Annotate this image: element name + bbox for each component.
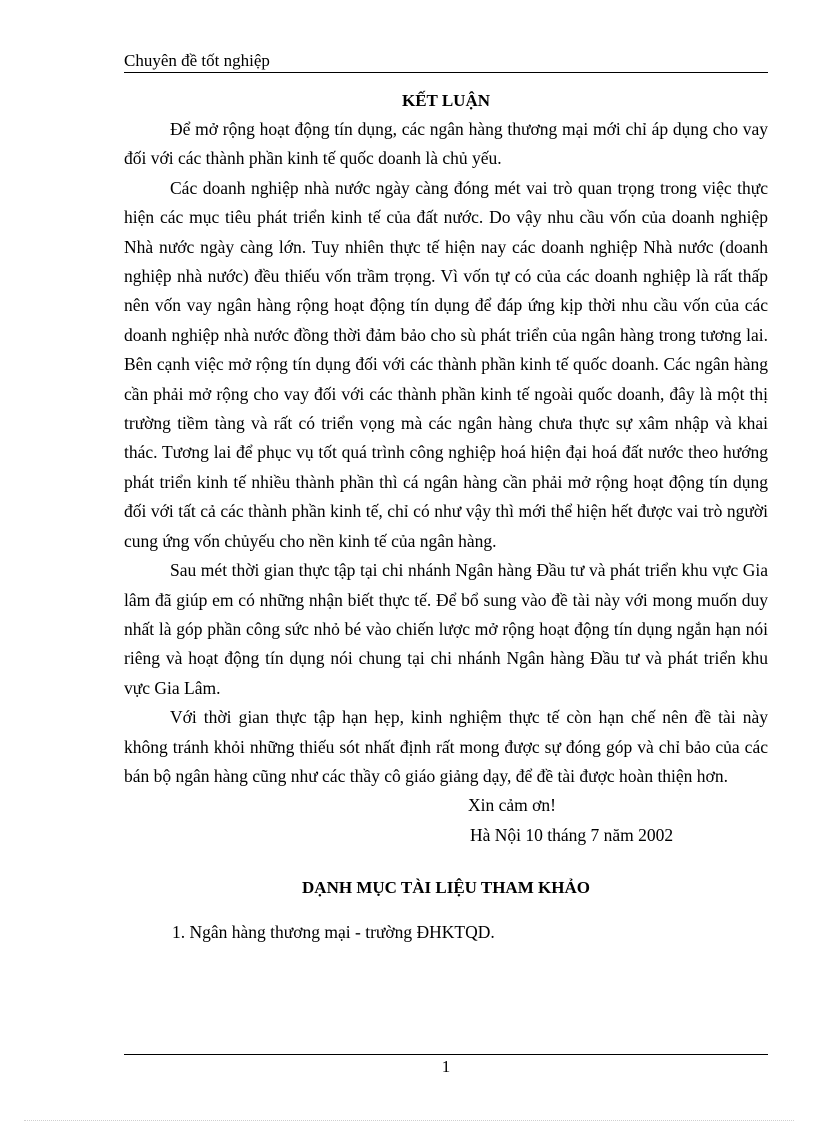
conclusion-paragraph-3: Sau mét thời gian thực tập tại chi nhánh Ngân hàng Đầu tư và phát triển khu vực Gia lâm đã giúp em có những nhận biết thực tế. Để bổ sung vào đề tài này với mong muốn duy nhất là góp phần công sức nhỏ bé vào chiến lược mở rộng hoạt động tín dụng ngắn hạn nói riêng và hoạt động tín dụng nói chung tại chi nhánh Ngân hàng Đầu tư và phát triển khu vực Gia Lâm. bbox=[124, 560, 768, 698]
thanks-line: Xin cảm ơn! bbox=[468, 795, 556, 816]
header-rule bbox=[124, 72, 768, 73]
conclusion-paragraph-2: Các doanh nghiệp nhà nước ngày càng đóng mét vai trò quan trọng trong việc thực hiện các mục tiêu phát triển kinh tế của đất nước. Do vậy nhu cầu vốn của doanh nghiệp Nhà nước ngày càng lớn. Tuy nhiên thực tế hiện nay các doanh nghiệp Nhà nước (doanh nghiệp nhà nước) đều thiếu vốn trầm trọng. Vì vốn tự có của các doanh nghiệp là rất thấp nên vốn vay ngân hàng rộng hoạt động tín dụng để đáp ứng kịp thời nhu cầu vốn của các doanh nghiệp nhà nước đồng thời đảm bảo cho sù phát triển của ngân hàng trong tương lai. Bên cạnh việc mở rộng tín dụng đối với các thành phần kinh tế quốc doanh. Các ngân hàng cần phải mở rộng cho vay đối với các thành phần kinh tế ngoài quốc doanh, đây là một thị trường tiềm tàng và rất có triển vọng mà các ngân hàng chưa thực sự xâm nhập và khai thác. Tương lai để phục vụ tốt quá trình công nghiệp hoá hiện đại hoá đất nước theo hướng phát triển kinh tế nhiều thành phần thì cá ngân hàng cần phải mở rộng hoạt động tín dụng đối với tất cả các thành phần kinh tế, chỉ có như vậy thì mới thể hiện hết được vai trò người cung ứng vốn chủyếu cho nền kinh tế của ngân hàng. bbox=[124, 177, 768, 551]
references-heading: DẠNH MỤC TÀI LIỆU THAM KHẢO bbox=[302, 878, 590, 898]
reference-item: 1. Ngân hàng thương mại - trường ĐHKTQD. bbox=[172, 922, 495, 943]
document-body bbox=[124, 86, 768, 948]
page-number: 1 bbox=[441, 1057, 451, 1076]
date-line: Hà Nội 10 tháng 7 năm 2002 bbox=[470, 824, 674, 845]
conclusion-heading: KẾT LUẬN bbox=[401, 91, 490, 110]
footer-rule bbox=[124, 1054, 768, 1055]
conclusion-paragraph-1: Để mở rộng hoạt động tín dụng, các ngân hàng thương mại mới chỉ áp dụng cho vay đối với các thành phần kinh tế quốc doanh là chủ yếu. bbox=[124, 119, 768, 169]
running-header: Chuyên đề tốt nghiệp bbox=[124, 51, 270, 70]
page-edge-divider bbox=[24, 1120, 794, 1121]
conclusion-paragraph-4: Với thời gian thực tập hạn hẹp, kinh nghiệm thực tế còn hạn chế nên đề tài này không tránh khỏi những thiếu sót nhất định rất mong được sự đóng góp và chỉ bảo của các bán bộ ngân hàng cũng như các thầy cô giáo giảng dạy, để đề tài được hoàn thiện hơn. bbox=[124, 707, 768, 786]
